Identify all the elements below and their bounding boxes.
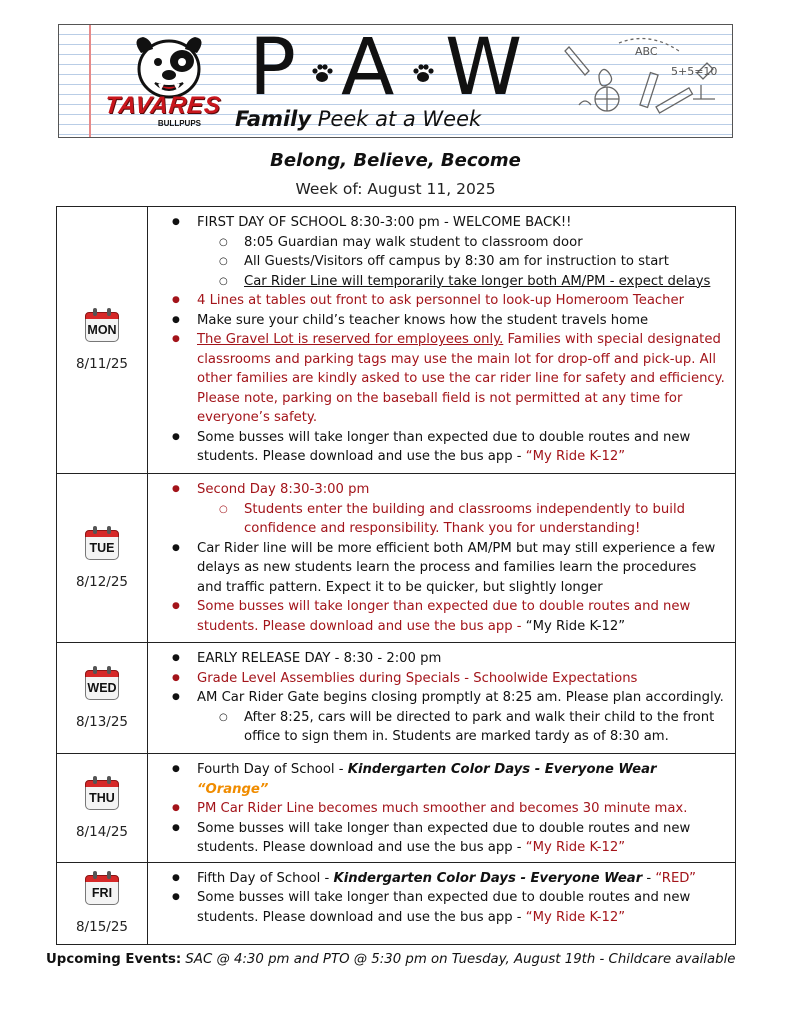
paw-letter-p: P (249, 24, 297, 113)
list-item: ○ Students enter the building and classrooms independently to build confidence and responsibility. Thank you for understanding! (219, 500, 725, 539)
day-content-thursday (148, 754, 736, 863)
table-row (57, 207, 736, 474)
bus-app-name: “My Ride K-12” (525, 449, 626, 464)
list-item: ● Make sure your child’s teacher knows how the student travels home (172, 311, 725, 331)
school-logo (97, 93, 229, 128)
table-row (57, 862, 736, 944)
color-day-red: “RED” (655, 870, 696, 886)
day-cell-monday (57, 207, 148, 474)
day-content-tuesday (148, 474, 736, 643)
bus-app-name: “My Ride K-12” (525, 618, 626, 634)
paw-print-icon (412, 63, 434, 83)
tagline-family: Family (235, 107, 312, 131)
day-date: 8/12/25 (75, 574, 129, 590)
school-logo-name: TAVARES (103, 92, 223, 119)
doodle-abc-text: ABC (635, 45, 658, 58)
list-item: ● Grade Level Assemblies during Specials - Schoolwide Expectations (172, 669, 725, 689)
day-cell-thursday (57, 754, 148, 863)
day-cell-tuesday (57, 474, 148, 643)
list-item: ○ All Guests/Visitors off campus by 8:30 am for instruction to start (219, 252, 725, 272)
week-of: Week of: August 11, 2025 (295, 180, 496, 198)
paw-letter-w: W (445, 24, 523, 113)
color-day-orange: “Orange” (197, 781, 269, 797)
list-item: ● Fifth Day of School - Kindergarten Color Days - Everyone Wear - “RED” (172, 869, 725, 889)
list-item: ● Second Day 8:30-3:00 pm ○ Students enter the building and classrooms independently to build confidence and responsibility. Thank you for understanding! (172, 480, 725, 539)
weekly-schedule-table (56, 206, 736, 945)
day-abbr: FRI (85, 882, 119, 905)
list-item: ○ Car Rider Line will temporarily take longer both AM/PM - expect delays (219, 272, 725, 292)
paw-title (249, 24, 549, 113)
list-item: ● 4 Lines at tables out front to ask personnel to look-up Homeroom Teacher (172, 291, 725, 311)
upcoming-label: Upcoming Events: (46, 952, 182, 967)
list-item: ● Car Rider line will be more efficient both AM/PM but may still experience a few delays as new students learn the process and families learn the procedures and traffic pattern. Expect it to be quicker, but slightly longer (172, 539, 725, 598)
list-item: ● AM Car Rider Gate begins closing promptly at 8:25 am. Please plan accordingly. ○ After 8:25, cars will be directed to park and walk their child to the front office to sign them in. Students are marked tardy as of 8:30 am. (172, 688, 725, 747)
list-item: ● EARLY RELEASE DAY - 8:30 - 2:00 pm (172, 649, 725, 669)
day-content-friday (148, 862, 736, 944)
day-date: 8/13/25 (75, 714, 129, 730)
calendar-icon (85, 871, 119, 905)
upcoming-events (46, 952, 735, 967)
calendar-icon (85, 776, 119, 810)
school-logo-subtitle: BULLPUPS (157, 119, 201, 128)
banner-tagline (235, 107, 481, 131)
upcoming-text: SAC @ 4:30 pm and PTO @ 5:30 pm on Tuesday, August 19th - Childcare available (181, 952, 736, 967)
tagline-rest: Peek at a Week (311, 107, 482, 131)
day-cell-friday (57, 862, 148, 944)
calendar-icon (85, 666, 119, 700)
list-item: ● FIRST DAY OF SCHOOL 8:30-3:00 pm - WELCOME BACK!! ○ 8:05 Guardian may walk student to classroom door ○ All Guests/Visitors off campus by 8:30 am for instruction to start ○ Car Rider Line will temporarily take longer both AM/PM - expect delays (172, 213, 725, 291)
day-abbr: WED (85, 677, 119, 700)
day-date: 8/11/25 (75, 356, 129, 372)
list-item: ● Some busses will take longer than expected due to double routes and new students. Please download and use the bus app - “My Ride K-12” (172, 888, 725, 927)
paw-letter-a: A (341, 24, 395, 113)
paw-print-icon (311, 63, 333, 83)
header-banner (58, 24, 733, 138)
school-motto: Belong, Believe, Become (270, 150, 521, 171)
school-doodles-icon (559, 33, 729, 133)
day-date: 8/14/25 (75, 823, 129, 840)
table-row (57, 754, 736, 863)
list-item: ○ 8:05 Guardian may walk student to classroom door (219, 233, 725, 253)
list-item: ○ After 8:25, cars will be directed to park and walk their child to the front office to sign them in. Students are marked tardy as of 8:30 am. (219, 708, 725, 747)
day-abbr: THU (85, 787, 119, 810)
doodle-math-text: 5+5=10 (671, 65, 718, 78)
calendar-icon (85, 526, 119, 560)
table-row (57, 643, 736, 754)
calendar-icon (85, 308, 119, 342)
list-item: ● Some busses will take longer than expected due to double routes and new students. Please download and use the bus app - “My Ride K-12” (172, 428, 725, 467)
day-content-wednesday (148, 643, 736, 754)
list-item: ● The Gravel Lot is reserved for employees only. Families with special designated classrooms and parking tags may use the main lot for drop-off and pick-up. All other families are kindly asked to use the car rider line for safety and efficiency. Please note, parking on the baseball field is not permitted at any time for everyone’s safety. (172, 330, 725, 428)
list-item: ● Fourth Day of School - Kindergarten Color Days - Everyone Wear “Orange” (172, 760, 725, 799)
day-abbr: TUE (85, 537, 119, 560)
day-cell-wednesday (57, 643, 148, 754)
day-content-monday (148, 207, 736, 474)
list-item: ● Some busses will take longer than expected due to double routes and new students. Please download and use the bus app - “My Ride K-12” (172, 819, 725, 858)
day-date: 8/15/25 (75, 919, 129, 935)
bus-app-name: “My Ride K-12” (525, 840, 626, 855)
list-item: ● PM Car Rider Line becomes much smoother and becomes 30 minute max. (172, 799, 725, 819)
notebook-margin-line (89, 25, 91, 137)
table-row (57, 474, 736, 643)
list-item: ● Some busses will take longer than expected due to double routes and new students. Please download and use the bus app - “My Ride K-12” (172, 597, 725, 636)
day-abbr: MON (85, 319, 119, 342)
bus-app-name: “My Ride K-12” (525, 909, 626, 925)
